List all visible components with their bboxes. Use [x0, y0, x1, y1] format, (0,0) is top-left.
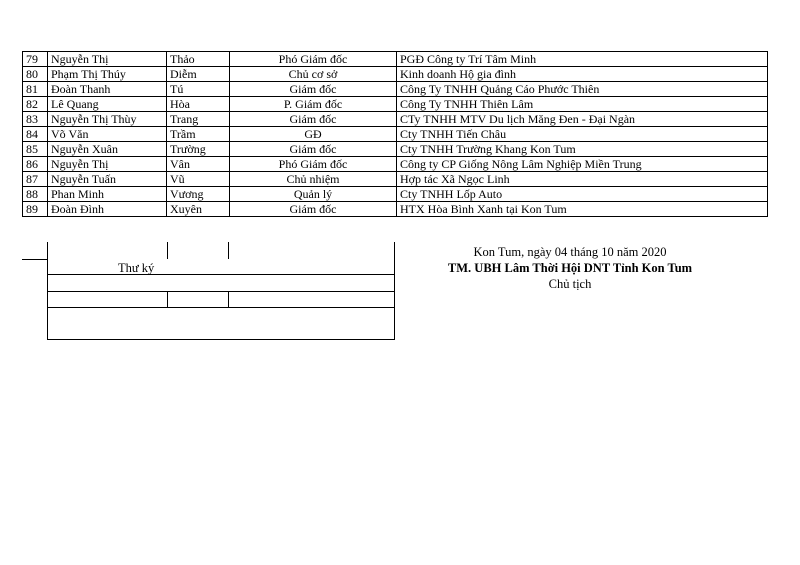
given-name: Vân: [167, 157, 230, 172]
position: Chủ nhiệm: [230, 172, 397, 187]
row-number: 82: [23, 97, 48, 112]
divider: [167, 291, 168, 307]
role-line: Chủ tịch: [548, 277, 592, 291]
member-table: [22, 51, 768, 217]
first-names: Nguyễn Xuân: [48, 142, 167, 157]
given-name: Tú: [167, 82, 230, 97]
row-number: 79: [23, 52, 48, 67]
first-names: Nguyễn Thị Thùy: [48, 112, 167, 127]
divider: [228, 291, 229, 307]
given-name: Trang: [167, 112, 230, 127]
first-names: Võ Văn: [48, 127, 167, 142]
signature-block: [410, 244, 730, 292]
row-number: 86: [23, 157, 48, 172]
position: GĐ: [230, 127, 397, 142]
given-name: Trầm: [167, 127, 230, 142]
first-names: Phan Minh: [48, 187, 167, 202]
row-number: 81: [23, 82, 48, 97]
table-row: [23, 52, 768, 67]
position: P. Giám đốc: [230, 97, 397, 112]
table-row: [23, 187, 768, 202]
row-number: 89: [23, 202, 48, 217]
position: Giám đốc: [230, 142, 397, 157]
row-number: 85: [23, 142, 48, 157]
divider: [47, 274, 394, 275]
organization: Cty TNHH Trường Khang Kon Tum: [397, 142, 768, 157]
table-row: [23, 157, 768, 172]
divider: [22, 259, 47, 260]
first-names: Phạm Thị Thúy: [48, 67, 167, 82]
given-name: Thảo: [167, 52, 230, 67]
first-names: Lê Quang: [48, 97, 167, 112]
position: Chủ cơ sở: [230, 67, 397, 82]
organization: PGĐ Công ty Trí Tâm Minh: [397, 52, 768, 67]
organization: Hợp tác Xã Ngọc Linh: [397, 172, 768, 187]
given-name: Xuyên: [167, 202, 230, 217]
position: Giám đốc: [230, 112, 397, 127]
first-names: Đoàn Thanh: [48, 82, 167, 97]
table-row: [23, 97, 768, 112]
given-name: Diễm: [167, 67, 230, 82]
position: Giám đốc: [230, 82, 397, 97]
position: Phó Giám đốc: [230, 52, 397, 67]
table-row: [23, 67, 768, 82]
first-names: Nguyễn Thị: [48, 157, 167, 172]
row-number: 83: [23, 112, 48, 127]
given-name: Trường: [167, 142, 230, 157]
member-table-body: [23, 52, 768, 217]
position: Phó Giám đốc: [230, 157, 397, 172]
table-row: [23, 127, 768, 142]
organization: Công ty CP Giống Nông Lâm Nghiệp Miền Trung: [397, 157, 768, 172]
divider: [47, 291, 394, 292]
divider: [394, 242, 395, 340]
organization: HTX Hòa Bình Xanh tại Kon Tum: [397, 202, 768, 217]
divider: [228, 242, 229, 259]
table-row: [23, 172, 768, 187]
date-line: Kon Tum, ngày 04 tháng 10 năm 2020: [473, 245, 667, 259]
organization: CTy TNHH MTV Du lịch Măng Đen - Đại Ngàn: [397, 112, 768, 127]
row-number: 80: [23, 67, 48, 82]
organization: Cty TNHH Lốp Auto: [397, 187, 768, 202]
given-name: Hòa: [167, 97, 230, 112]
divider: [167, 242, 168, 259]
first-names: Nguyễn Tuấn: [48, 172, 167, 187]
table-row: [23, 112, 768, 127]
organization: Công Ty TNHH Quảng Cáo Phước Thiên: [397, 82, 768, 97]
table-row: [23, 202, 768, 217]
table-row: [23, 82, 768, 97]
divider: [47, 307, 394, 308]
organization-line: TM. UBH Lâm Thời Hội DNT Tỉnh Kon Tum: [447, 261, 693, 275]
row-number: 87: [23, 172, 48, 187]
table-row: [23, 142, 768, 157]
given-name: Vương: [167, 187, 230, 202]
given-name: Vũ: [167, 172, 230, 187]
first-names: Nguyễn Thị: [48, 52, 167, 67]
organization: Kinh doanh Hộ gia đình: [397, 67, 768, 82]
position: Quản lý: [230, 187, 397, 202]
divider: [47, 339, 394, 340]
organization: Công Ty TNHH Thiên Lâm: [397, 97, 768, 112]
organization: Cty TNHH Tiến Châu: [397, 127, 768, 142]
first-names: Đoàn Đình: [48, 202, 167, 217]
row-number: 84: [23, 127, 48, 142]
position: Giám đốc: [230, 202, 397, 217]
row-number: 88: [23, 187, 48, 202]
secretary-label: Thư ký: [118, 261, 155, 275]
